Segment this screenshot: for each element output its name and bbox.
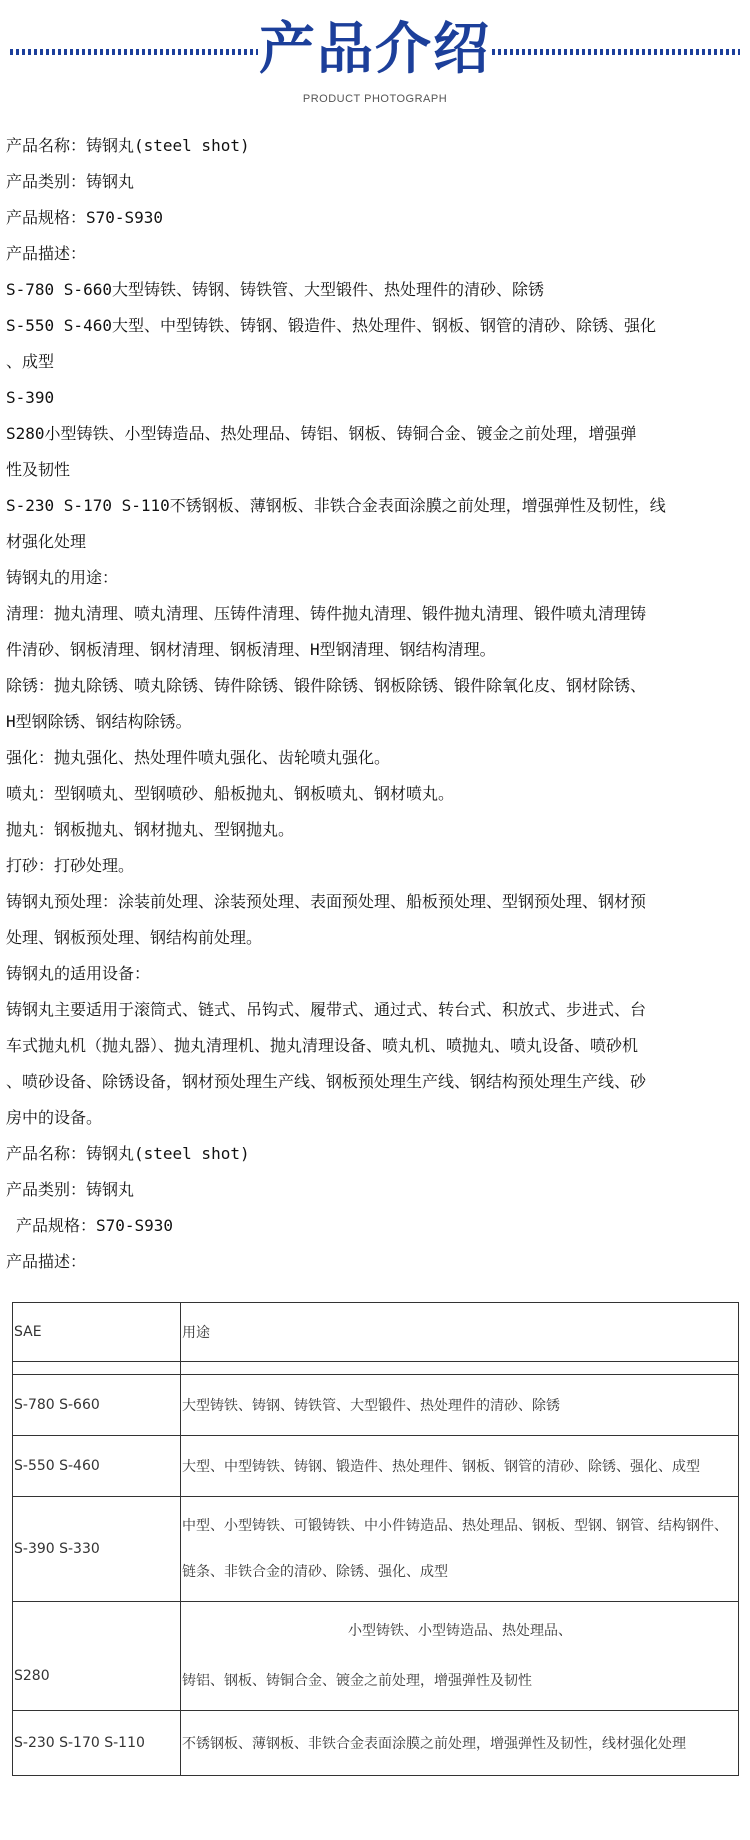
table-cell-sae: S-230 S-170 S-110 bbox=[13, 1711, 181, 1776]
page-subtitle: PRODUCT PHOTOGRAPH bbox=[302, 93, 448, 105]
text-line: 产品名称：铸钢丸(steel shot) bbox=[6, 136, 250, 155]
text-line: 车式抛丸机（抛丸器）、抛丸清理机、抛丸清理设备、喷丸机、喷抛丸、喷丸设备、喷砂机 bbox=[6, 1036, 639, 1055]
table-cell-use-line: 中型、小型铸铁、可锻铸铁、中小件铸造品、热处理品、钢板、型钢、钢管、结构钢件、 bbox=[182, 1518, 728, 1534]
table-row bbox=[13, 1436, 739, 1497]
text-line: 铸钢丸的用途： bbox=[6, 568, 119, 587]
text-line: 产品类别：铸钢丸 bbox=[6, 172, 135, 191]
text-line: S-230 S-170 S-110不锈钢板、薄钢板、非铁合金表面涂膜之前处理，增强弹性及韧性，线 bbox=[6, 496, 666, 515]
text-line: 、喷砂设备、除锈设备，钢材预处理生产线、钢板预处理生产线、钢结构预处理生产线、砂 bbox=[6, 1072, 647, 1091]
sae-usage-table bbox=[12, 1302, 736, 1776]
table-cell-use-line: 链条、非铁合金的清砂、除锈、强化、成型 bbox=[182, 1564, 448, 1580]
table-cell-sae: S-780 S-660 bbox=[13, 1375, 181, 1436]
text-line: S280小型铸铁、小型铸造品、热处理品、铸铝、钢板、铸铜合金、镀金之前处理，增强弹 bbox=[6, 424, 637, 443]
text-line: 产品描述： bbox=[6, 244, 87, 263]
table-row bbox=[13, 1497, 739, 1602]
text-line: 产品规格：S70-S930 bbox=[6, 208, 164, 227]
text-line: 喷丸：型钢喷丸、型钢喷砂、船板抛丸、钢板喷丸、钢材喷丸。 bbox=[6, 784, 455, 803]
header bbox=[0, 0, 750, 110]
text-line: 产品描述： bbox=[6, 1252, 87, 1271]
text-line: S-550 S-460大型、中型铸铁、铸钢、锻造件、热处理件、钢板、钢管的清砂、除锈、强化 bbox=[6, 316, 656, 335]
text-line: 件清砂、钢板清理、钢材清理、钢板清理、H型钢清理、钢结构清理。 bbox=[6, 640, 496, 659]
table-cell-sae-text: S280 bbox=[14, 1668, 50, 1684]
table-header-sae: SAE bbox=[13, 1303, 181, 1362]
table-cell-use bbox=[181, 1602, 739, 1711]
text-line: 产品类别：铸钢丸 bbox=[6, 1180, 135, 1199]
text-line: 铸钢丸主要适用于滚筒式、链式、吊钩式、履带式、通过式、转台式、积放式、步进式、台 bbox=[6, 1000, 647, 1019]
table-cell-use-line: 小型铸铁、小型铸造品、热处理品、 bbox=[348, 1623, 572, 1639]
text-line: 材强化处理 bbox=[6, 532, 87, 551]
text-line: 抛丸：钢板抛丸、钢材抛丸、型钢抛丸。 bbox=[6, 820, 295, 839]
table-cell-use: 大型铸铁、铸钢、铸铁管、大型锻件、热处理件的清砂、除锈 bbox=[181, 1375, 739, 1436]
text-line: S-390 bbox=[6, 388, 55, 407]
table-row bbox=[13, 1602, 739, 1711]
table-row bbox=[13, 1711, 739, 1776]
text-line: 除锈：抛丸除锈、喷丸除锈、铸件除锈、锻件除锈、钢板除锈、锻件除氧化皮、钢材除锈、 bbox=[6, 676, 647, 695]
text-line: S-780 S-660大型铸铁、铸钢、铸铁管、大型锻件、热处理件的清砂、除锈 bbox=[6, 280, 544, 299]
table-header-use: 用途 bbox=[181, 1303, 739, 1362]
table-cell-sae: S-390 S-330 bbox=[13, 1497, 181, 1602]
text-line: 打砂：打砂处理。 bbox=[6, 856, 135, 875]
text-line: 铸钢丸预处理：涂装前处理、涂装预处理、表面预处理、船板预处理、型钢预处理、钢材预 bbox=[6, 892, 647, 911]
text-line: 产品规格：S70-S930 bbox=[16, 1216, 174, 1235]
text-line: 处理、钢板预处理、钢结构前处理。 bbox=[6, 928, 263, 947]
table-cell-use bbox=[181, 1497, 739, 1602]
text-line: 、成型 bbox=[6, 352, 55, 371]
page-title: 产品介绍 bbox=[259, 17, 491, 82]
table-cell-use: 不锈钢板、薄钢板、非铁合金表面涂膜之前处理，增强弹性及韧性，线材强化处理 bbox=[181, 1711, 739, 1776]
text-line: H型钢除锈、钢结构除锈。 bbox=[6, 712, 192, 731]
table-cell-use-line: 铸铝、钢板、铸铜合金、镀金之前处理，增强弹性及韧性 bbox=[182, 1673, 532, 1689]
table-row bbox=[13, 1375, 739, 1436]
table-cell-sae: S-550 S-460 bbox=[13, 1436, 181, 1497]
table-header-row bbox=[13, 1303, 739, 1362]
table-cell-sae bbox=[13, 1602, 181, 1711]
text-line: 性及韧性 bbox=[6, 460, 71, 479]
text-line: 房中的设备。 bbox=[6, 1108, 103, 1127]
table-cell-use: 大型、中型铸铁、铸钢、锻造件、热处理件、钢板、钢管的清砂、除锈、强化、成型 bbox=[181, 1436, 739, 1497]
text-line: 清理：抛丸清理、喷丸清理、压铸件清理、铸件抛丸清理、锻件抛丸清理、锻件喷丸清理铸 bbox=[6, 604, 647, 623]
table-spacer bbox=[13, 1362, 739, 1375]
text-line: 产品名称：铸钢丸(steel shot) bbox=[6, 1144, 250, 1163]
text-line: 强化：抛丸强化、热处理件喷丸强化、齿轮喷丸强化。 bbox=[6, 748, 391, 767]
text-line: 铸钢丸的适用设备： bbox=[6, 964, 151, 983]
product-description bbox=[6, 128, 742, 1280]
